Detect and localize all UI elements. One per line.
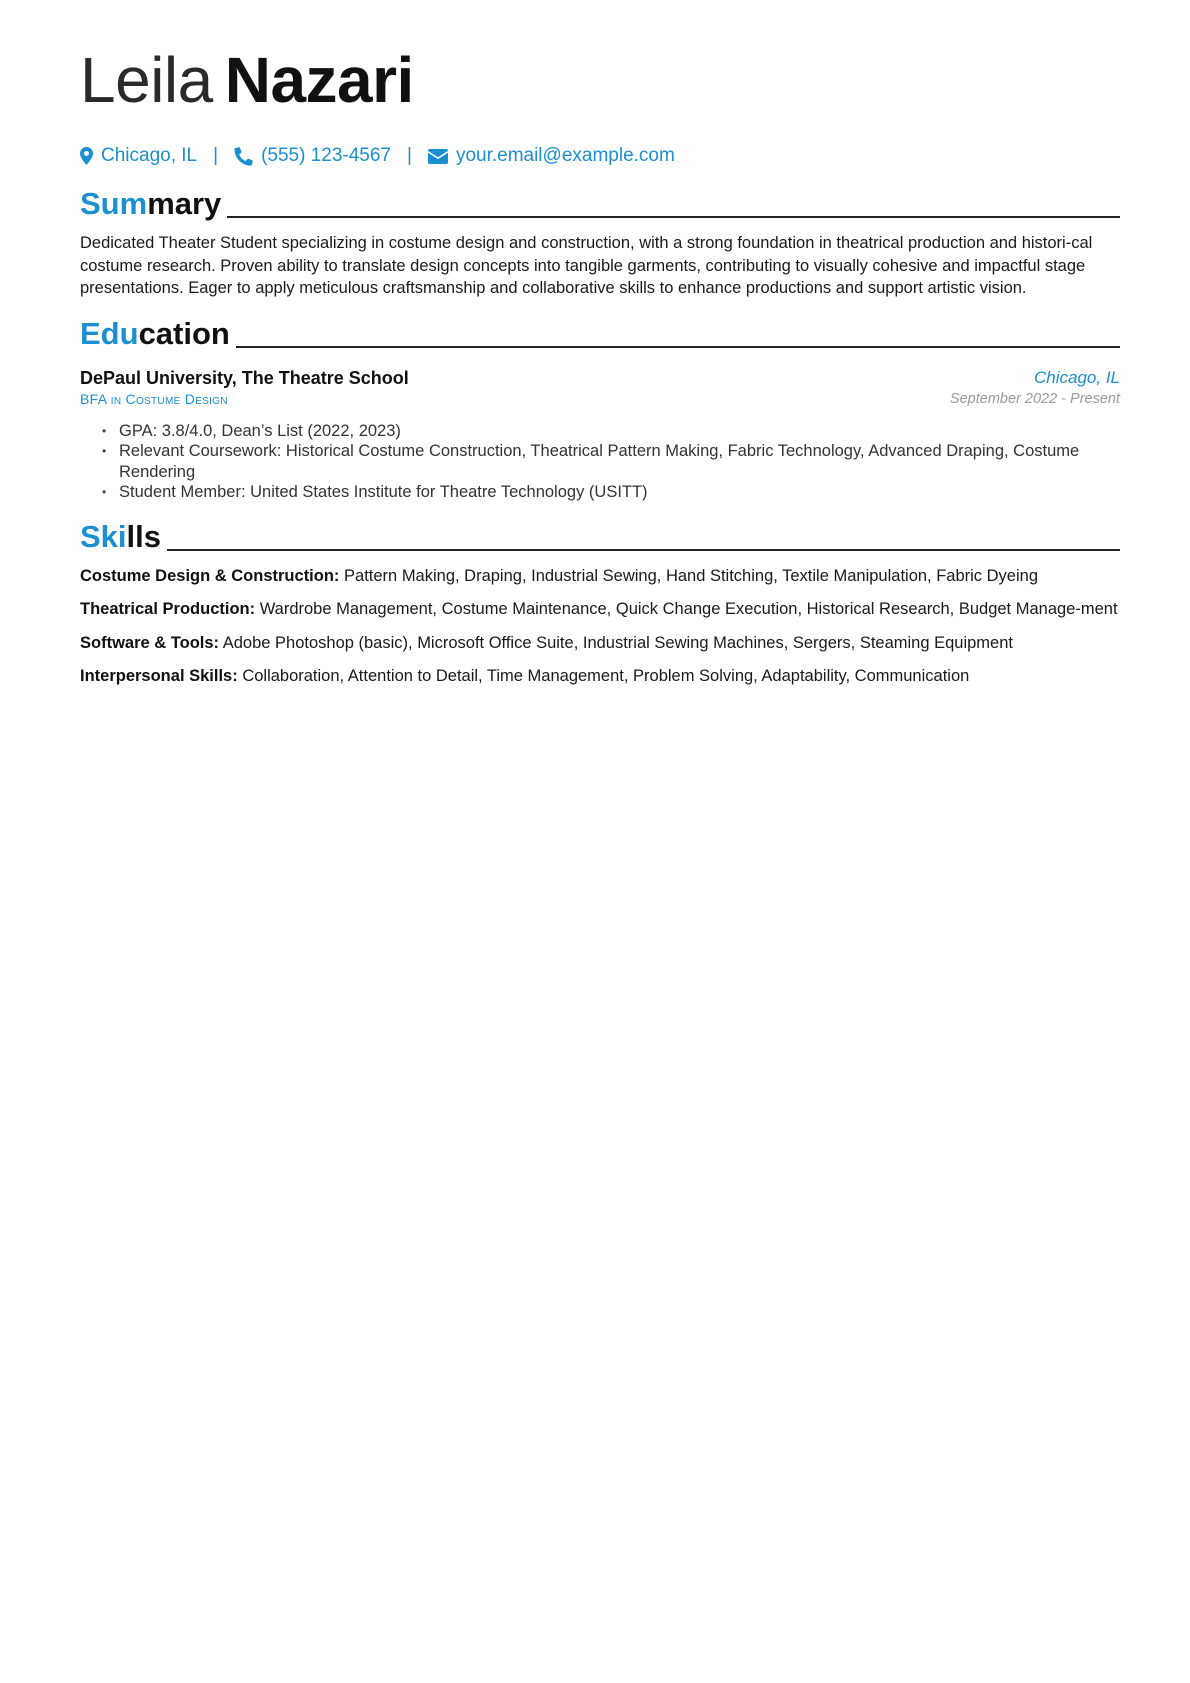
summary-text: Dedicated Theater Student specializing in costume design and construction, with a strong foundation in theatrical production and histori-cal costume research. Proven ability to translate design concepts into tangible garments, contributing to visually cohesive and impactful stage presentations. Eager to apply meticulous craftsmanship and collaborative skills to enhance productions and support artistic vision. (80, 234, 1093, 297)
education-heading (80, 312, 1120, 352)
skill-value: Pattern Making, Draping, Industrial Sewing, Hand Stitching, Textile Manipulation, Fabric Dyeing (344, 566, 1038, 585)
education-dates: September 2022 - Present (949, 390, 1120, 407)
candidate-name (80, 40, 1120, 120)
section-rule (227, 216, 1120, 218)
skill-label: Interpersonal Skills: (80, 667, 238, 685)
map-marker-icon (80, 147, 93, 165)
skill-row (80, 598, 1120, 621)
phone-text: (555) 123-4567 (261, 145, 391, 166)
education-entry (80, 368, 1120, 503)
institution-location: Chicago, IL (1034, 367, 1120, 387)
skill-label: Costume Design & Construction: (80, 566, 340, 585)
education-details (80, 421, 1120, 503)
section-rule (167, 549, 1120, 551)
email-link[interactable]: your.email@example.com (455, 145, 675, 166)
envelope-icon (428, 149, 448, 164)
section-title: Skills (80, 518, 161, 554)
skills-heading (80, 515, 1120, 555)
skill-value: Wardrobe Management, Costume Maintenance, Quick Change Execution, Historical Research, Budget Manage-ment (259, 600, 1118, 618)
contact-phone[interactable] (234, 145, 391, 167)
list-item: • GPA: 3.8/4.0, Dean’s List (2022, 2023) (102, 421, 1120, 442)
last-name: Nazari (224, 44, 414, 116)
contact-separator: | (407, 145, 412, 166)
contact-email[interactable] (428, 145, 675, 167)
section-title: Education (80, 315, 230, 351)
phone-icon (234, 147, 253, 166)
skill-value: Adobe Photoshop (basic), Microsoft Office Suite, Industrial Sewing Machines, Sergers, Steaming Equipment (222, 633, 1013, 652)
first-name: Leila (80, 44, 213, 116)
degree: BFA in Costume Design (80, 390, 228, 407)
skill-label: Theatrical Production: (80, 600, 256, 618)
skill-row (80, 565, 1120, 588)
institution-name: DePaul University, The Theatre School (80, 367, 409, 388)
location-text: Chicago, IL (101, 145, 198, 166)
resume-page (80, 40, 1120, 699)
list-item: • Relevant Coursework: Historical Costume Construction, Theatrical Pattern Making, Fabric Technology, Advanced Draping, Costume Rendering (102, 441, 1120, 482)
skills-list (80, 565, 1120, 688)
skill-value: Collaboration, Attention to Detail, Time Management, Problem Solving, Adaptability, Communication (242, 667, 970, 685)
skill-label: Software & Tools: (80, 633, 220, 652)
section-rule (236, 346, 1120, 348)
section-title: Summary (80, 186, 222, 221)
skill-row (80, 632, 1120, 655)
list-item: • Student Member: United States Institute for Theatre Technology (USITT) (102, 482, 1120, 503)
contact-location (80, 145, 197, 167)
summary-heading (80, 182, 1120, 222)
contact-bar (80, 142, 1120, 170)
skill-row (80, 665, 1120, 688)
contact-separator: | (213, 145, 219, 166)
